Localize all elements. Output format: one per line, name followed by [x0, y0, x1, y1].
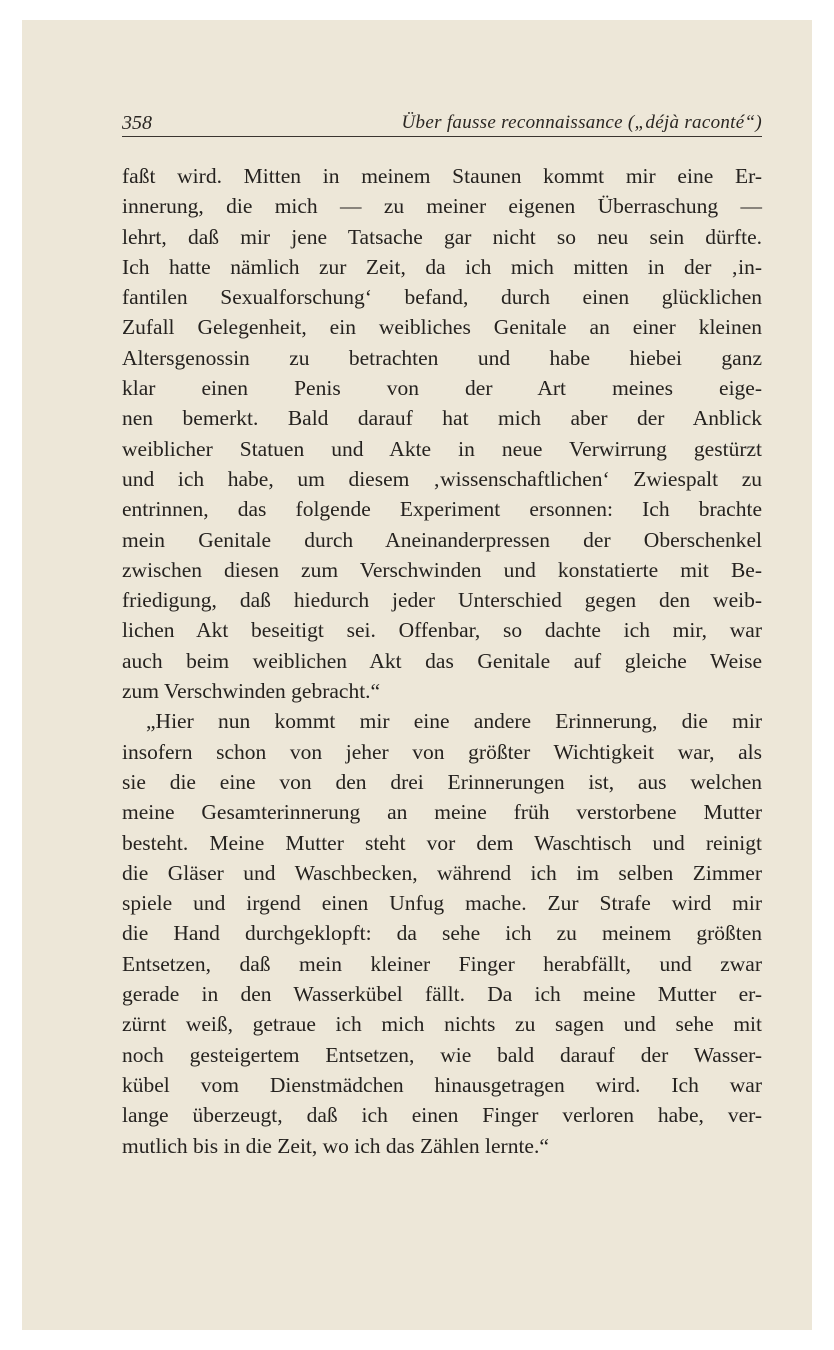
text-line: noch gesteigertem Entsetzen, wie bald darauf der Wasser- — [122, 1042, 762, 1067]
text-line: faßt wird. Mitten in meinem Staunen kommt mir eine Er- — [122, 164, 762, 188]
text-line: Ich hatte nämlich zur Zeit, da ich mich mitten in der ‚in- — [122, 254, 762, 279]
text-line: mutlich bis in die Zeit, wo ich das Zählen lernte.“ — [122, 1133, 549, 1158]
text-line: auch beim weiblichen Akt das Genitale auf gleiche Weise — [122, 648, 762, 673]
text-line: weiblicher Statuen und Akte in neue Verwirrung gestürzt — [122, 436, 762, 461]
text-line: klar einen Penis von der Art meines eige- — [122, 376, 762, 401]
text-line: Entsetzen, daß mein kleiner Finger herabfällt, und zwar — [122, 951, 762, 976]
text-line: und ich habe, um diesem ‚wissenschaftlichen‘ Zwiespalt zu — [122, 466, 762, 491]
text-line: Zufall Gelegenheit, ein weibliches Genitale an einer kleinen — [122, 315, 762, 340]
text-line: friedigung, daß hiedurch jeder Unterschied gegen den weib- — [122, 588, 762, 613]
text-line: lehrt, daß mir jene Tatsache gar nicht so neu sein dürfte. — [122, 224, 762, 249]
text-line: mein Genitale durch Aneinanderpressen der Oberschenkel — [122, 527, 762, 552]
text-line: gerade in den Wasserkübel fällt. Da ich meine Mutter er- — [122, 982, 762, 1007]
text-line: lichen Akt beseitigt sei. Offenbar, so dachte ich mir, war — [122, 618, 762, 643]
text-line: entrinnen, das folgende Experiment ersonnen: Ich brachte — [122, 497, 762, 522]
text-line: „Hier nun kommt mir eine andere Erinnerung, die mir — [146, 709, 762, 734]
text-line: die Hand durchgeklopft: da sehe ich zu meinem größten — [122, 921, 762, 946]
text-line: spiele und irgend einen Unfug mache. Zur Strafe wird mir — [122, 891, 762, 916]
text-line: meine Gesamterinnerung an meine früh verstorbene Mutter — [122, 800, 762, 825]
text-line: fantilen Sexualforschung‘ befand, durch einen glücklichen — [122, 285, 762, 310]
text-line: zürnt weiß, getraue ich mich nichts zu sagen und sehe mit — [122, 1012, 762, 1037]
text-line: Altersgenossin zu betrachten und habe hiebei ganz — [122, 345, 762, 370]
page-number: 358 — [122, 112, 152, 134]
text-line: nen bemerkt. Bald darauf hat mich aber der Anblick — [122, 406, 762, 431]
body-text — [122, 161, 762, 1161]
text-line: zwischen diesen zum Verschwinden und konstatierte mit Be- — [122, 557, 762, 582]
text-line: innerung, die mich — zu meiner eigenen Überraschung — — [122, 194, 762, 219]
running-header — [122, 110, 762, 137]
text-line: die Gläser und Waschbecken, während ich im selben Zimmer — [122, 860, 762, 885]
text-line: sie die eine von den drei Erinnerungen ist, aus welchen — [122, 769, 762, 794]
text-line: lange überzeugt, daß ich einen Finger verloren habe, ver- — [122, 1103, 762, 1128]
text-line: kübel vom Dienstmädchen hinausgetragen wird. Ich war — [122, 1072, 762, 1097]
running-title: Über fausse reconnaissance („déjà raconté“) — [401, 112, 762, 133]
text-line: zum Verschwinden gebracht.“ — [122, 679, 381, 704]
text-line: insofern schon von jeher von größter Wichtigkeit war, als — [122, 739, 762, 764]
text-line: besteht. Meine Mutter steht vor dem Waschtisch und reinigt — [122, 830, 762, 855]
